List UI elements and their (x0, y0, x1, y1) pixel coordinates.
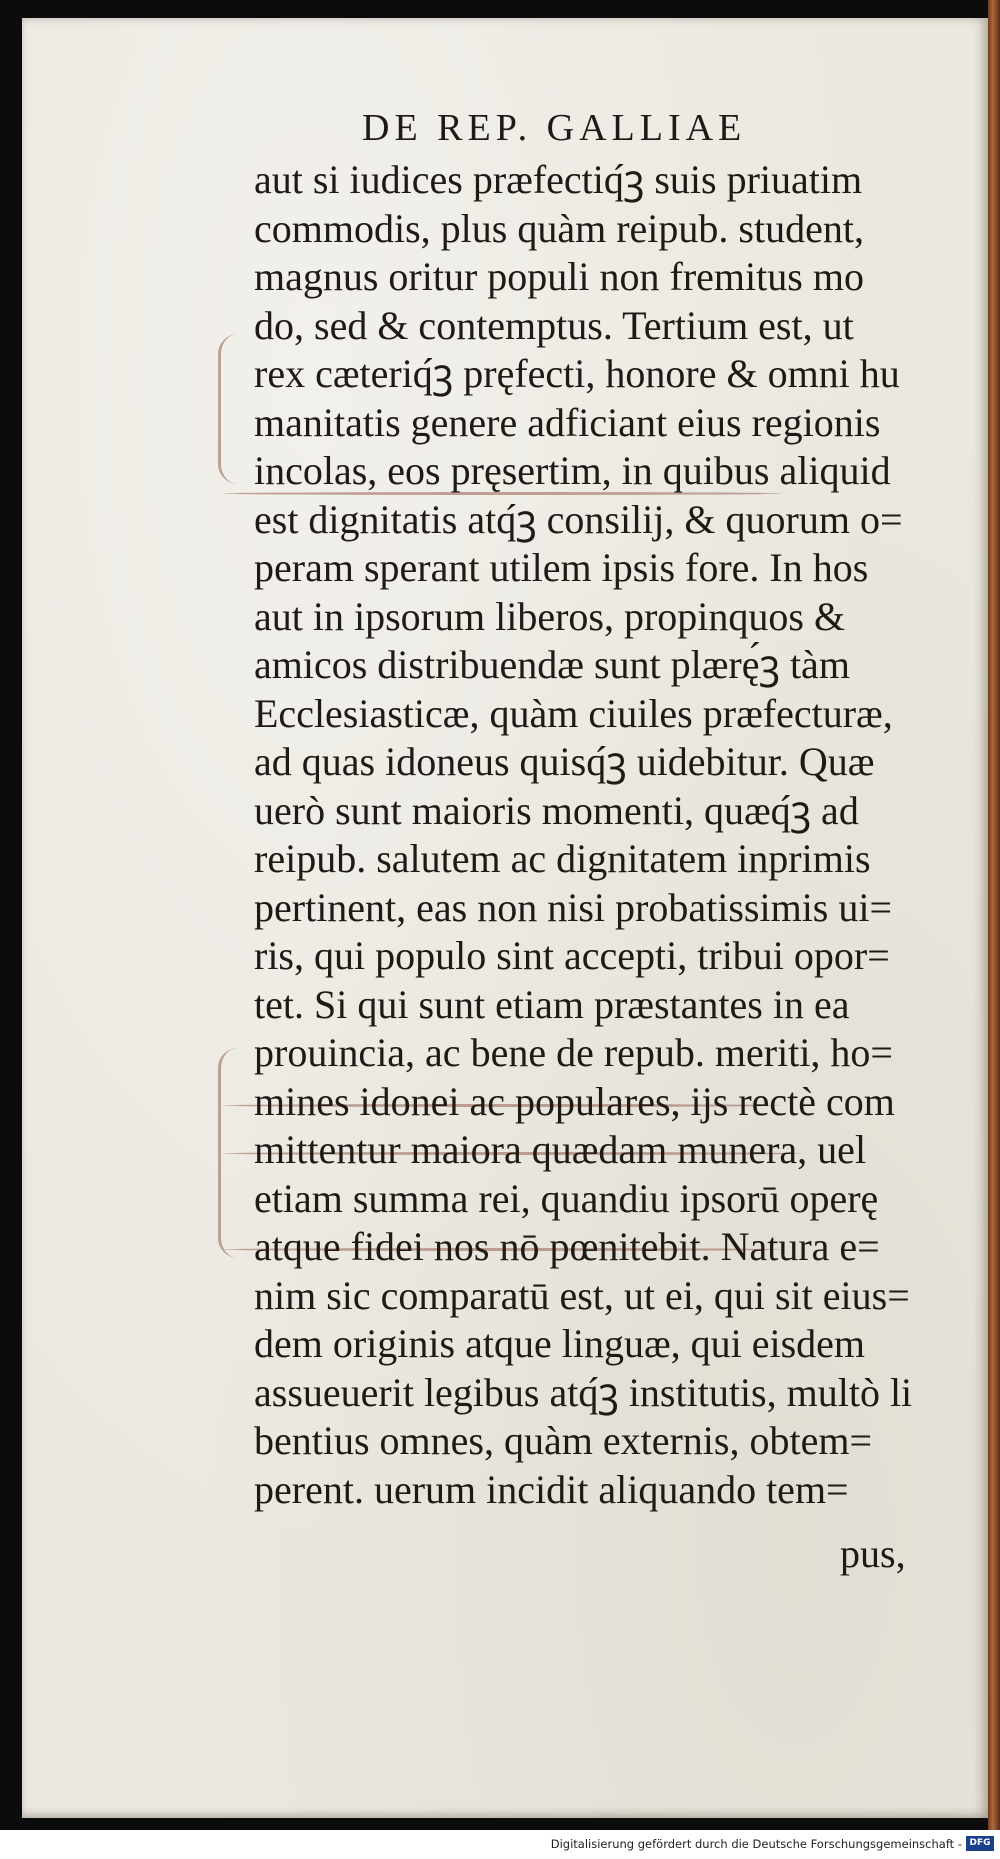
text-line: etiam summa rei, quandiu ipsorū operę (254, 1175, 879, 1221)
text-line: ris, qui populo sint accepti, tribui opor= (254, 933, 890, 978)
digitization-footer (0, 1830, 1000, 1859)
text-line: prouincia, ac bene de repub. meriti, ho= (254, 1030, 893, 1075)
text-line: manitatis genere adficiant eius regionis (254, 399, 881, 445)
body-text (254, 156, 974, 1514)
text-line: aut si iudices præfectiq́ꝫ suis priuatim (254, 157, 863, 202)
text-line: reipub. salutem ac dignitatem inprimis (254, 836, 871, 881)
text-line: rex cæteriq́ꝫ pręfecti, honore & omni hu (254, 351, 900, 396)
text-line: ad quas idoneus quisq́ꝫ uidebitur. Quæ (254, 739, 875, 784)
text-line: mittentur maiora quædam munera, uel (254, 1127, 867, 1172)
text-line: Ecclesiasticæ, quàm ciuiles præfecturæ, (254, 690, 893, 736)
text-line: mines idonei ac populares, ijs rectè com (254, 1078, 895, 1124)
text-line: pertinent, eas non nisi probatissimis ui= (254, 884, 893, 930)
book-page (22, 18, 988, 1818)
catchword: pus, (840, 1531, 906, 1576)
text-line: nim sic comparatū est, ut ei, qui sit eius= (254, 1272, 910, 1318)
text-line: incolas, eos pręsertim, in quibus aliquid (254, 448, 891, 493)
text-line: uerò sunt maioris momenti, quæq́ꝫ ad (254, 787, 859, 833)
text-line: peram sperant utilem ipsis fore. In hos (254, 545, 869, 590)
text-line: amicos distribuendæ sunt plærę́ꝫ tàm (254, 642, 850, 687)
text-line: atque fidei nos nō pœnitebit. Natura e= (254, 1224, 880, 1269)
text-line: bentius omnes, quàm externis, obtem= (254, 1418, 873, 1463)
text-line: dem originis atque linguæ, qui eisdem (254, 1321, 866, 1366)
marginal-bracket-1 (218, 334, 251, 484)
text-line: magnus oritur populi non fremitus mo (254, 254, 864, 299)
book-spine-edge (988, 0, 1000, 1830)
text-line: perent. uerum incidit aliquando tem= (254, 1466, 849, 1512)
text-line: commodis, plus quàm reipub. student, (254, 205, 864, 251)
text-line: est dignitatis atq́ꝫ consilij, & quorum o= (254, 496, 903, 542)
text-line: tet. Si qui sunt etiam præstantes in ea (254, 981, 850, 1027)
dfg-logo-icon: DFG (966, 1836, 994, 1851)
text-line: do, sed & contemptus. Tertium est, ut (254, 302, 854, 348)
footer-credit: Digitalisierung gefördert durch die Deutsche Forschungsgemeinschaft - (550, 1837, 962, 1851)
text-line: assueuerit legibus atq́ꝫ institutis, multò li (254, 1369, 913, 1415)
running-head: DE REP. GALLIAE (362, 107, 747, 149)
text-line: aut in ipsorum liberos, propinquos & (254, 593, 846, 639)
